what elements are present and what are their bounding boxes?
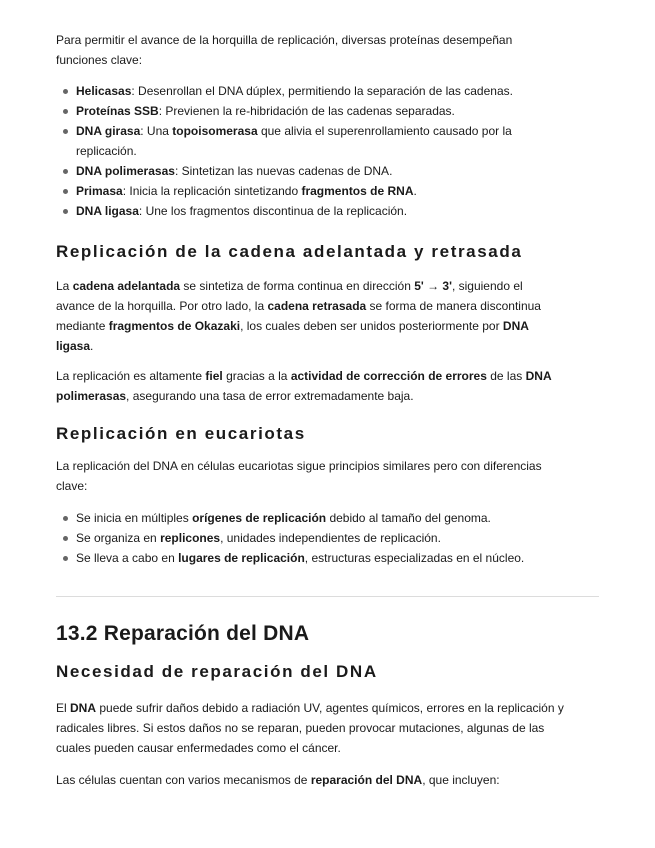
text: El [56,701,71,715]
intro-paragraph [56,30,599,70]
chapter-title: 13.2 Reparación del DNA [56,622,310,645]
desc: : Desenrollan el DNA dúplex, permitiendo la separación de las cadenas. [131,84,513,98]
repair-mechanisms-paragraph [56,770,599,790]
repair-paragraph [56,698,599,758]
term: Proteínas SSB [76,104,159,118]
section-heading-eukaryotes: Replicación en eucariotas [56,424,306,443]
term: DNA ligasa [76,204,139,218]
section-heading-leading: Replicación de la cadena adelantada y retrasada [56,242,523,261]
text: debido al tamaño del genoma. [326,511,491,525]
term: DNA polimerasas [76,164,175,178]
eukaryotes-list [56,508,599,568]
text: cuales pueden causar enfermedades como el cáncer. [56,741,341,755]
text: , unidades independientes de replicación. [220,531,441,545]
desc: : Una [140,124,173,138]
section-divider [56,596,599,597]
intro-text: Para permitir el avance de la horquilla de replicación, diversas proteínas desempeñan [56,33,513,47]
eukaryotes-intro [56,456,599,496]
fidelity-paragraph [56,366,599,406]
desc: . [413,184,417,198]
leading-paragraph [56,276,599,356]
list-item [56,121,599,161]
list-item [56,161,599,181]
term: DNA girasa [76,124,141,138]
text: Se inicia en múltiples [76,511,193,525]
intro-text: funciones clave: [56,53,143,67]
list-item [56,548,599,568]
bold-term: DNA [525,369,552,383]
bold-term: reparación del DNA [310,773,423,787]
bold-term: polimerasas [56,389,127,403]
bold-term: topoisomerasa [172,124,258,138]
list-item [56,201,599,221]
text: se forma de manera discontinua [366,299,541,313]
text: radicales libres. Si estos daños no se reparan, pueden provocar mutaciones, algunas de las [56,721,545,735]
text: clave: [56,479,88,493]
list-item [56,508,599,528]
text: Se organiza en [76,531,161,545]
bold-term: DNA [502,319,529,333]
bold-term: fragmentos de Okazaki [108,319,241,333]
text: Las células cuentan con varios mecanismos de [56,773,311,787]
section-heading-repair: Necesidad de reparación del DNA [56,662,378,681]
bold-term: orígenes de replicación [192,511,327,525]
text: , asegurando una tasa de error extremadamente baja. [126,389,414,403]
term: Helicasas [76,84,132,98]
bold-term: lugares de replicación [178,551,305,565]
bold-term: cadena retrasada [267,299,367,313]
term: Primasa [76,184,123,198]
text: . [90,339,94,353]
text: mediante [56,319,109,333]
bold-term: replicones [160,531,221,545]
bold-term: DNA [70,701,97,715]
desc: : Previenen la re-hibridación de las cadenas separadas. [158,104,455,118]
bold-term: actividad de corrección de errores [290,369,487,383]
text: La replicación es altamente [56,369,206,383]
desc: replicación. [76,144,137,158]
desc: : Sintetizan las nuevas cadenas de DNA. [174,164,393,178]
desc: : Inicia la replicación sintetizando [122,184,302,198]
list-item [56,528,599,548]
proteins-list [56,81,599,221]
bold-term: 5' → 3' [414,279,452,293]
text: puede sufrir daños debido a radiación UV, agentes químicos, errores en la replicación y [96,701,564,715]
desc: que alivia el superenrollamiento causado por la [257,124,512,138]
list-item [56,81,599,101]
text: , estructuras especializadas en el núcleo. [304,551,525,565]
text: , siguiendo el [451,279,523,293]
list-item [56,101,599,121]
text: gracias a la [222,369,291,383]
text: La replicación del DNA en células eucariotas sigue principios similares pero con diferencias [56,459,542,473]
desc: : Une los fragmentos discontinua de la replicación. [138,204,408,218]
text: La [56,279,73,293]
text: , que incluyen: [422,773,500,787]
text: , los cuales deben ser unidos posteriormente por [240,319,503,333]
bold-term: ligasa [56,339,91,353]
text: avance de la horquilla. Por otro lado, la [56,299,268,313]
bold-term: cadena adelantada [72,279,181,293]
text: de las [486,369,526,383]
text: se sintetiza de forma continua en dirección [180,279,415,293]
bold-term: fragmentos de RNA [301,184,414,198]
list-item [56,181,599,201]
bold-term: fiel [205,369,223,383]
text: Se lleva a cabo en [76,551,179,565]
